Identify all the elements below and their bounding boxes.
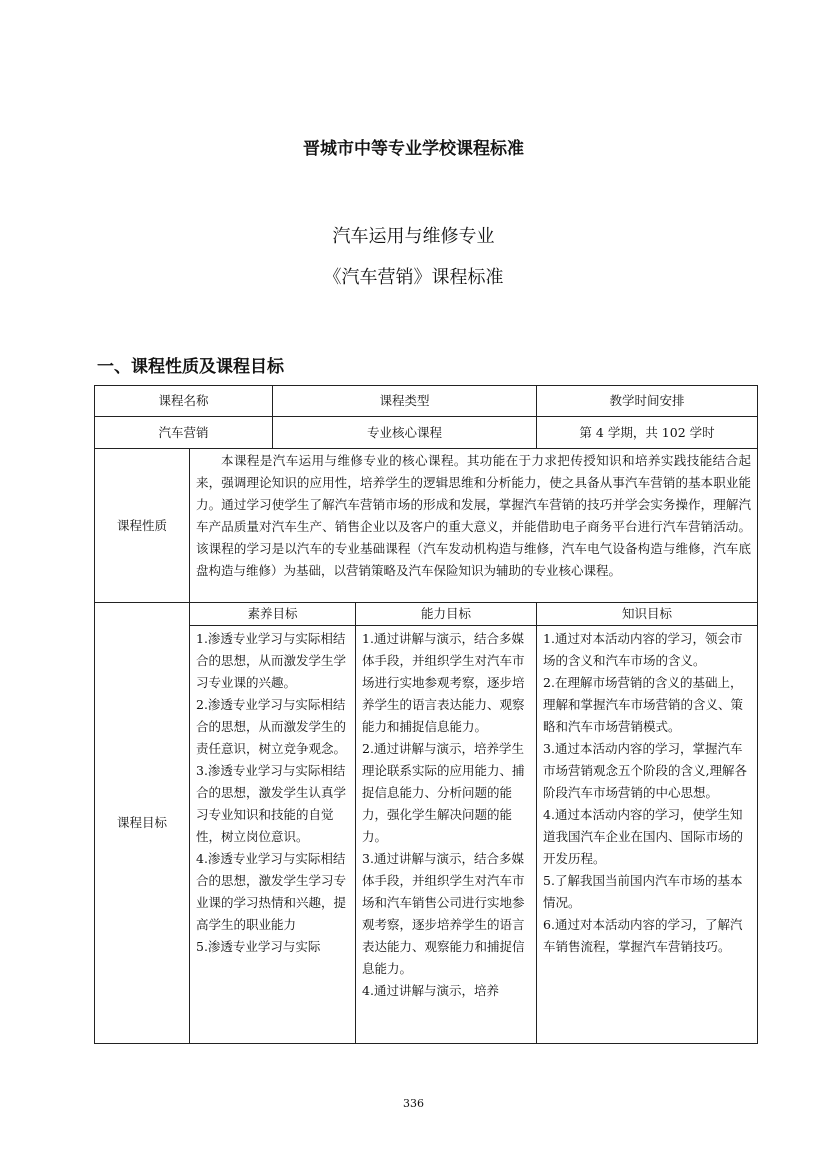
knowledge-goals-cell: [537, 626, 758, 1044]
cell-course-name: 汽车营销: [95, 417, 273, 449]
major-name: 汽车运用与维修专业: [332, 226, 495, 247]
list-item: 5.了解我国当前国内汽车市场的基本情况。: [543, 873, 743, 910]
section-heading: 一、课程性质及课程目标: [97, 357, 284, 377]
header-schedule: 教学时间安排: [537, 386, 758, 417]
list-item: 4.渗透专业学习与实际相结合的思想，激发学生学习专业课的学习热情和兴趣，提高学生的职业能力: [196, 851, 347, 932]
cell-schedule: 第 4 学期，共 102 学时: [537, 417, 758, 449]
list-item: 2.在理解市场营销的含义的基础上，理解和掌握汽车市场营销的含义、策略和汽车市场营销模式。: [543, 675, 744, 734]
ability-goals-cell: [356, 626, 537, 1044]
quality-goals-cell: [190, 626, 356, 1044]
list-item: 2.通过讲解与演示，培养学生理论联系实际的应用能力、捕捉信息能力、分析问题的能力，强化学生解决问题的能力。: [362, 741, 525, 844]
header-course-type: 课程类型: [273, 386, 537, 417]
header-course-name: 课程名称: [95, 386, 273, 417]
cell-course-type: 专业核心课程: [273, 417, 537, 449]
list-item: 3.渗透专业学习与实际相结合的思想，激发学生认真学习专业知识和技能的自觉性，树立岗位意识。: [196, 763, 347, 844]
list-item: 1.通过讲解与演示，结合多媒体手段，并组织学生对汽车市场进行实地参观考察，逐步培养学生的语言表达能力、观察能力和捕捉信息能力。: [362, 631, 525, 734]
course-table: [94, 385, 758, 1044]
goal-header-knowledge: 知识目标: [537, 603, 758, 626]
list-item: 3.通过本活动内容的学习，掌握汽车市场营销观念五个阶段的含义,理解各阶段汽车市场营销的中心思想。: [543, 741, 748, 800]
list-item: 1.渗透专业学习与实际相结合的思想，从而激发学生学习专业课的兴趣。: [196, 631, 347, 690]
standard-title: 《汽车营销》课程标准: [323, 267, 504, 288]
goal-header-ability: 能力目标: [356, 603, 537, 626]
list-item: 4.通过本活动内容的学习，使学生知道我国汽车企业在国内、国际市场的开发历程。: [543, 807, 744, 866]
list-item: 5.渗透专业学习与实际: [196, 939, 321, 954]
list-item: 1.通过对本活动内容的学习，领会市场的含义和汽车市场的含义。: [543, 631, 743, 668]
document-title: 晋城市中等专业学校课程标准: [303, 139, 524, 159]
nature-text: 本课程是汽车运用与维修专业的核心课程。其功能在于力求把传授知识和培养实践技能结合起来，强调理论知识的应用性，培养学生的逻辑思维和分析能力，使之具备从事汽车营销的基本职业能力。通过学习使学生了解汽车营销市场的形成和发展，掌握汽车营销的技巧并学会实务操作，理解汽车产品质量对汽车生产、销售企业以及客户的重大意义，并能借助电子商务平台进行汽车营销活动。该课程的学习是以汽车的专业基础课程（汽车发动机构造与维修，汽车电气设备构造与维修，汽车底盘构造与维修）为基础，以营销策略及汽车保险知识为辅助的专业核心课程。: [190, 449, 758, 603]
list-item: 4.通过讲解与演示，培养: [362, 983, 499, 998]
goals-label: 课程目标: [95, 603, 190, 1044]
list-item: 2.渗透专业学习与实际相结合的思想，从而激发学生的责任意识，树立竞争观念。: [196, 697, 347, 756]
goal-header-quality: 素养目标: [190, 603, 356, 626]
nature-label: 课程性质: [95, 449, 190, 603]
list-item: 6.通过对本活动内容的学习，了解汽车销售流程，掌握汽车营销技巧。: [543, 917, 743, 954]
page-number: 336: [403, 1097, 424, 1110]
list-item: 3.通过讲解与演示，结合多媒体手段，并组织学生对汽车市场和汽车销售公司进行实地参观考察，逐步培养学生的语言表达能力、观察能力和捕捉信息能力。: [362, 851, 525, 976]
